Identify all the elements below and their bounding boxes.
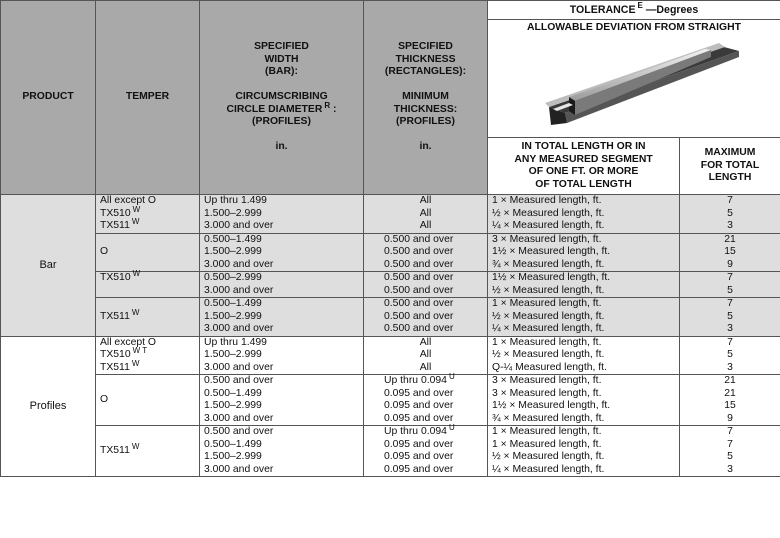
header-thickness-line: MINIMUM	[402, 91, 449, 103]
header-max-line: LENGTH	[708, 172, 752, 184]
deviation-line-text: Q-¼ Measured length, ft.	[492, 361, 607, 373]
width-line-text: 1.500–2.999	[204, 207, 262, 219]
header-illustration	[488, 20, 780, 138]
maximum-line-text: 15	[724, 400, 736, 411]
maximum-line	[684, 451, 776, 464]
header-thickness-line	[368, 129, 483, 142]
deviation-cell	[488, 336, 680, 375]
thickness-cell	[364, 298, 488, 337]
deviation-line	[492, 246, 675, 259]
thickness-line-text: 0.095 and over	[384, 412, 454, 424]
deviation-line	[492, 451, 675, 464]
thickness-line	[384, 311, 483, 324]
maximum-line-text: 3	[727, 323, 733, 334]
thickness-cell	[364, 233, 488, 272]
thickness-line	[384, 285, 483, 298]
deviation-line-text: ¼ × Measured length, ft.	[492, 220, 605, 231]
deviation-cell	[488, 272, 680, 298]
width-line-text: 3.000 and over	[204, 361, 274, 373]
maximum-line	[684, 272, 776, 285]
width-line	[204, 272, 359, 285]
thickness-line	[384, 323, 483, 336]
thickness-line-text: Up thru 0.094	[384, 426, 447, 437]
thickness-line-text: 0.095 and over	[384, 451, 454, 462]
deviation-line	[492, 426, 675, 439]
table-header	[1, 1, 780, 195]
deviation-line	[492, 298, 675, 311]
maximum-line-text: 7	[727, 272, 733, 283]
table-row	[1, 336, 780, 375]
deviation-line	[492, 272, 675, 285]
thickness-line	[368, 337, 483, 350]
thickness-line-text: 0.095 and over	[384, 400, 454, 411]
thickness-line	[384, 298, 483, 311]
width-line	[204, 413, 359, 426]
table-row	[1, 233, 780, 272]
thickness-line-text: 0.500 and over	[384, 258, 454, 270]
maximum-line-text: 7	[727, 438, 733, 450]
thickness-line-text: All	[419, 361, 432, 373]
deviation-line	[492, 234, 675, 247]
width-line-text: 1.500–2.999	[204, 310, 262, 322]
deviation-line-text: 1 × Measured length, ft.	[492, 336, 602, 348]
deviation-line	[492, 413, 675, 426]
width-line	[204, 362, 359, 375]
maximum-cell	[680, 375, 780, 426]
thickness-line	[368, 349, 483, 362]
deviation-line	[492, 323, 675, 336]
temper-line	[100, 217, 195, 233]
width-line-text: 0.500–2.999	[204, 272, 262, 283]
thickness-line	[368, 195, 483, 208]
width-line-text: 3.000 and over	[204, 220, 274, 231]
tolerance-footnote: E	[637, 0, 643, 10]
thickness-line	[368, 220, 483, 233]
temper-line-footnote: W	[131, 217, 140, 226]
header-width-line	[204, 79, 359, 92]
table-row	[1, 272, 780, 298]
thickness-line-text: Up thru 0.094	[384, 375, 447, 386]
thickness-line	[384, 439, 483, 452]
maximum-line-text: 7	[727, 298, 733, 309]
header-width-line	[204, 129, 359, 142]
maximum-line-text: 21	[724, 375, 736, 386]
header-segment	[488, 138, 680, 195]
header-width-line: WIDTH	[264, 53, 299, 65]
temper-cell	[96, 233, 200, 272]
maximum-line-text: 3	[727, 361, 733, 373]
maximum-line-text: 5	[727, 349, 733, 360]
width-line	[204, 285, 359, 298]
thickness-line-text: 0.500 and over	[384, 310, 454, 322]
width-line-text: 0.500–1.499	[204, 298, 262, 309]
width-cell	[200, 426, 364, 477]
temper-line	[100, 246, 195, 259]
header-thickness-line	[368, 79, 483, 92]
temper-line-footnote: W	[131, 358, 140, 368]
thickness-cell	[364, 372, 488, 426]
maximum-line	[684, 426, 776, 439]
thickness-line	[384, 451, 483, 464]
width-line-text: 0.500–1.499	[204, 387, 262, 399]
deviation-line	[492, 337, 675, 350]
thickness-line-text: 0.095 and over	[384, 387, 454, 399]
thickness-line-text: All	[419, 195, 432, 206]
thickness-line-text: All	[419, 207, 432, 219]
deviation-line	[492, 375, 675, 388]
deviation-line	[492, 464, 675, 477]
temper-line	[100, 204, 195, 221]
temper-cell	[96, 426, 200, 477]
width-line	[204, 426, 359, 439]
thickness-line-text: 0.500 and over	[384, 233, 454, 245]
thickness-line-text: 0.500 and over	[384, 246, 454, 257]
deviation-line-text: ½ × Measured length, ft.	[492, 284, 605, 296]
temper-line-text: TX511	[100, 310, 130, 322]
header-width-line-circle	[204, 100, 359, 117]
table-row	[1, 375, 780, 426]
maximum-line-text: 3	[727, 220, 733, 231]
maximum-line-text: 7	[727, 336, 733, 348]
thickness-line-footnote: U	[448, 423, 455, 432]
temper-cell	[96, 269, 200, 298]
width-line-text: 0.500–1.499	[204, 233, 262, 245]
width-cell	[200, 375, 364, 426]
thickness-cell	[364, 336, 488, 375]
temper-line-text: O	[100, 393, 109, 405]
temper-line-text: O	[100, 246, 109, 257]
deviation-line-text: 1½ × Measured length, ft.	[492, 246, 611, 257]
width-cell	[200, 336, 364, 375]
header-thickness-unit: in.	[419, 141, 432, 153]
header-width-line: SPECIFIED	[254, 41, 309, 53]
thickness-line-text: 0.500 and over	[384, 284, 454, 296]
maximum-line	[684, 413, 776, 426]
width-line-text: 1.500–2.999	[204, 349, 262, 360]
product-cell: Profiles	[1, 336, 96, 477]
width-cell	[200, 272, 364, 298]
deviation-line-text: 3 × Measured length, ft.	[492, 233, 602, 245]
temper-cell	[96, 195, 200, 234]
thickness-line	[384, 259, 483, 272]
thickness-line	[384, 464, 483, 477]
deviation-line	[492, 285, 675, 298]
header-thickness-line: THICKNESS:	[393, 103, 458, 115]
thickness-line-text: All	[419, 336, 432, 348]
maximum-line-text: 9	[727, 258, 733, 270]
header-temper: TEMPER	[96, 1, 200, 195]
tee-extrusion-illustration	[529, 39, 739, 129]
width-line	[204, 208, 359, 221]
deviation-line-text: 1 × Measured length, ft.	[492, 195, 602, 206]
thickness-line	[384, 272, 483, 285]
maximum-cell	[680, 233, 780, 272]
temper-line-text: TX510	[100, 207, 131, 219]
maximum-line-text: 5	[727, 451, 733, 462]
deviation-line-text: ¾ × Measured length, ft.	[492, 412, 605, 424]
maximum-line	[684, 208, 776, 221]
deviation-line	[492, 220, 675, 233]
thickness-line	[368, 208, 483, 221]
deviation-line	[492, 388, 675, 401]
width-line-text: Up thru 1.499	[204, 195, 267, 206]
maximum-cell	[680, 195, 780, 234]
temper-line-footnote: W T	[132, 346, 148, 355]
thickness-cell	[364, 423, 488, 477]
temper-cell	[96, 298, 200, 337]
profiles-section	[1, 336, 780, 477]
temper-line-footnote: W	[132, 204, 141, 214]
temper-line	[100, 358, 195, 375]
deviation-line-text: ¾ × Measured length, ft.	[492, 258, 605, 270]
deviation-line-text: 1 × Measured length, ft.	[492, 298, 602, 309]
width-line-text: 3.000 and over	[204, 323, 274, 334]
width-line-text: Up thru 1.499	[204, 336, 267, 348]
width-line-text: 1.500–2.999	[204, 451, 262, 462]
width-line	[204, 439, 359, 452]
deviation-line-text: ½ × Measured length, ft.	[492, 349, 605, 360]
width-line-text: 3.000 and over	[204, 284, 274, 296]
deviation-line-text: 3 × Measured length, ft.	[492, 387, 602, 399]
header-width-line: (PROFILES)	[252, 116, 311, 128]
temper-line-text: TX511	[100, 444, 130, 456]
maximum-line	[684, 439, 776, 452]
width-line	[204, 246, 359, 259]
deviation-cell	[488, 195, 680, 234]
temper-line	[100, 441, 195, 458]
width-line-text: 0.500 and over	[204, 426, 274, 437]
header-segment-line: OF ONE FT. OR MORE	[528, 166, 639, 177]
width-line-text: 1.500–2.999	[204, 246, 262, 257]
temper-line-text: All except O	[100, 336, 157, 348]
maximum-line-text: 7	[727, 426, 733, 437]
width-line	[204, 375, 359, 388]
deviation-line-text: ¼ × Measured length, ft.	[492, 323, 605, 334]
thickness-line	[384, 413, 483, 426]
deviation-line-text: 1½ × Measured length, ft.	[492, 400, 611, 411]
width-line-text: 3.000 and over	[204, 463, 274, 475]
temper-cell	[96, 375, 200, 426]
maximum-line	[684, 323, 776, 336]
temper-line-text: All except O	[100, 195, 157, 206]
width-line	[204, 234, 359, 247]
maximum-line	[684, 388, 776, 401]
width-line	[204, 337, 359, 350]
thickness-line-text: All	[419, 349, 432, 360]
header-product: PRODUCT	[1, 1, 96, 195]
header-segment-line: OF TOTAL LENGTH	[535, 178, 632, 190]
deviation-line	[492, 259, 675, 272]
header-max-line: FOR TOTAL	[700, 159, 760, 171]
maximum-line	[684, 375, 776, 388]
temper-line-footnote: W	[131, 441, 140, 451]
header-width-colon: :	[333, 103, 337, 115]
maximum-line-text: 21	[724, 387, 736, 399]
thickness-line	[368, 362, 483, 375]
header-maximum	[680, 138, 780, 195]
width-line-text: 0.500–1.499	[204, 438, 262, 450]
width-line	[204, 451, 359, 464]
thickness-cell	[364, 272, 488, 298]
temper-line-footnote: W	[132, 269, 141, 278]
maximum-line-text: 5	[727, 310, 733, 322]
deviation-line	[492, 439, 675, 452]
header-tolerance	[488, 1, 780, 20]
deviation-cell	[488, 426, 680, 477]
width-line	[204, 400, 359, 413]
temper-line-text: TX511	[100, 361, 130, 373]
thickness-cell	[364, 195, 488, 234]
table-row	[1, 298, 780, 337]
maximum-line	[684, 464, 776, 477]
deviation-line-text: ¼ × Measured length, ft.	[492, 463, 605, 475]
thickness-line	[384, 246, 483, 259]
header-segment-line: ANY MEASURED SEGMENT	[514, 153, 653, 165]
thickness-line	[384, 423, 483, 439]
width-cell	[200, 298, 364, 337]
width-line	[204, 311, 359, 324]
maximum-line	[684, 400, 776, 413]
header-thickness-line: SPECIFIED	[398, 41, 453, 53]
deviation-line-text: 1½ × Measured length, ft.	[492, 272, 611, 283]
deviation-line	[492, 400, 675, 413]
width-cell	[200, 195, 364, 234]
width-line	[204, 349, 359, 362]
maximum-cell	[680, 298, 780, 337]
header-specified-thickness	[364, 1, 488, 195]
width-line-text: 3.000 and over	[204, 412, 274, 424]
header-width-circle-text: CIRCLE DIAMETER	[226, 103, 323, 115]
maximum-line-text: 7	[727, 195, 733, 206]
maximum-line-text: 9	[727, 412, 733, 424]
temper-cell	[96, 336, 200, 375]
header-width-line: (BAR):	[265, 66, 298, 78]
temper-line	[100, 307, 195, 324]
maximum-line	[684, 259, 776, 272]
header-width-footnote: R	[324, 100, 331, 110]
thickness-line-text: 0.095 and over	[384, 438, 454, 450]
thickness-line	[384, 400, 483, 413]
header-thickness-line: THICKNESS	[395, 53, 456, 65]
thickness-line-text: 0.500 and over	[384, 298, 454, 309]
width-line	[204, 259, 359, 272]
temper-line-text: TX510	[100, 349, 131, 360]
thickness-line	[384, 234, 483, 247]
header-max-line: MAXIMUM	[704, 147, 756, 159]
thickness-line	[384, 372, 483, 388]
thickness-line-text: 0.500 and over	[384, 272, 454, 283]
temper-line-text: TX511	[100, 220, 130, 231]
temper-line	[100, 195, 195, 208]
table-row	[1, 195, 780, 234]
maximum-line	[684, 362, 776, 375]
tolerance-title: TOLERANCE	[569, 3, 636, 16]
header-segment-line: IN TOTAL LENGTH OR IN	[521, 141, 646, 152]
maximum-cell	[680, 426, 780, 477]
maximum-line-text: 15	[724, 246, 736, 257]
width-line	[204, 220, 359, 233]
deviation-cell	[488, 375, 680, 426]
header-specified-width	[200, 1, 364, 195]
maximum-line	[684, 337, 776, 350]
width-line	[204, 323, 359, 336]
tolerance-suffix: —Degrees	[645, 3, 699, 16]
temper-line	[100, 346, 195, 362]
deviation-line	[492, 311, 675, 324]
header-thickness-line: (PROFILES)	[396, 116, 455, 128]
table-row	[1, 426, 780, 477]
deviation-line-text: 1 × Measured length, ft.	[492, 426, 602, 437]
width-cell	[200, 233, 364, 272]
deviation-cell	[488, 233, 680, 272]
deviation-line	[492, 208, 675, 221]
maximum-line-text: 21	[724, 233, 736, 245]
width-line	[204, 464, 359, 477]
illustration-title: ALLOWABLE DEVIATION FROM STRAIGHT	[527, 22, 741, 33]
width-line-text: 3.000 and over	[204, 258, 274, 270]
temper-line-footnote: W	[131, 307, 140, 317]
width-line-text: 1.500–2.999	[204, 400, 262, 411]
deviation-line	[492, 195, 675, 208]
maximum-cell	[680, 272, 780, 298]
deviation-line	[492, 349, 675, 362]
deviation-line-text: 3 × Measured length, ft.	[492, 375, 602, 386]
maximum-line-text: 5	[727, 284, 733, 296]
temper-line	[100, 394, 195, 407]
maximum-line	[684, 246, 776, 259]
maximum-line-text: 3	[727, 463, 733, 475]
maximum-line	[684, 349, 776, 362]
deviation-line	[492, 362, 675, 375]
thickness-line-footnote: U	[448, 372, 455, 381]
deviation-line-text: ½ × Measured length, ft.	[492, 310, 605, 322]
thickness-line-text: 0.500 and over	[384, 323, 454, 334]
thickness-line-text: 0.095 and over	[384, 463, 454, 475]
maximum-line	[684, 220, 776, 233]
header-width-unit: in.	[275, 141, 288, 153]
maximum-line	[684, 298, 776, 311]
width-line	[204, 298, 359, 311]
maximum-line-text: 5	[727, 207, 733, 219]
thickness-line-text: All	[419, 220, 432, 231]
bar-section	[1, 195, 780, 337]
width-line-text: 0.500 and over	[204, 375, 274, 386]
header-thickness-line: (RECTANGLES):	[384, 66, 467, 78]
maximum-line	[684, 195, 776, 208]
deviation-cell	[488, 298, 680, 337]
deviation-line-text: ½ × Measured length, ft.	[492, 451, 605, 462]
temper-line	[100, 337, 195, 350]
deviation-line-text: 1 × Measured length, ft.	[492, 438, 602, 450]
product-cell: Bar	[1, 195, 96, 337]
maximum-line	[684, 285, 776, 298]
maximum-line	[684, 234, 776, 247]
temper-line	[100, 269, 195, 285]
width-line	[204, 195, 359, 208]
temper-line-text: TX510	[100, 272, 131, 283]
deviation-line-text: ½ × Measured length, ft.	[492, 207, 605, 219]
maximum-line	[684, 311, 776, 324]
header-width-line: CIRCUMSCRIBING	[235, 91, 328, 103]
maximum-cell	[680, 336, 780, 375]
width-line	[204, 388, 359, 401]
thickness-line	[384, 388, 483, 401]
